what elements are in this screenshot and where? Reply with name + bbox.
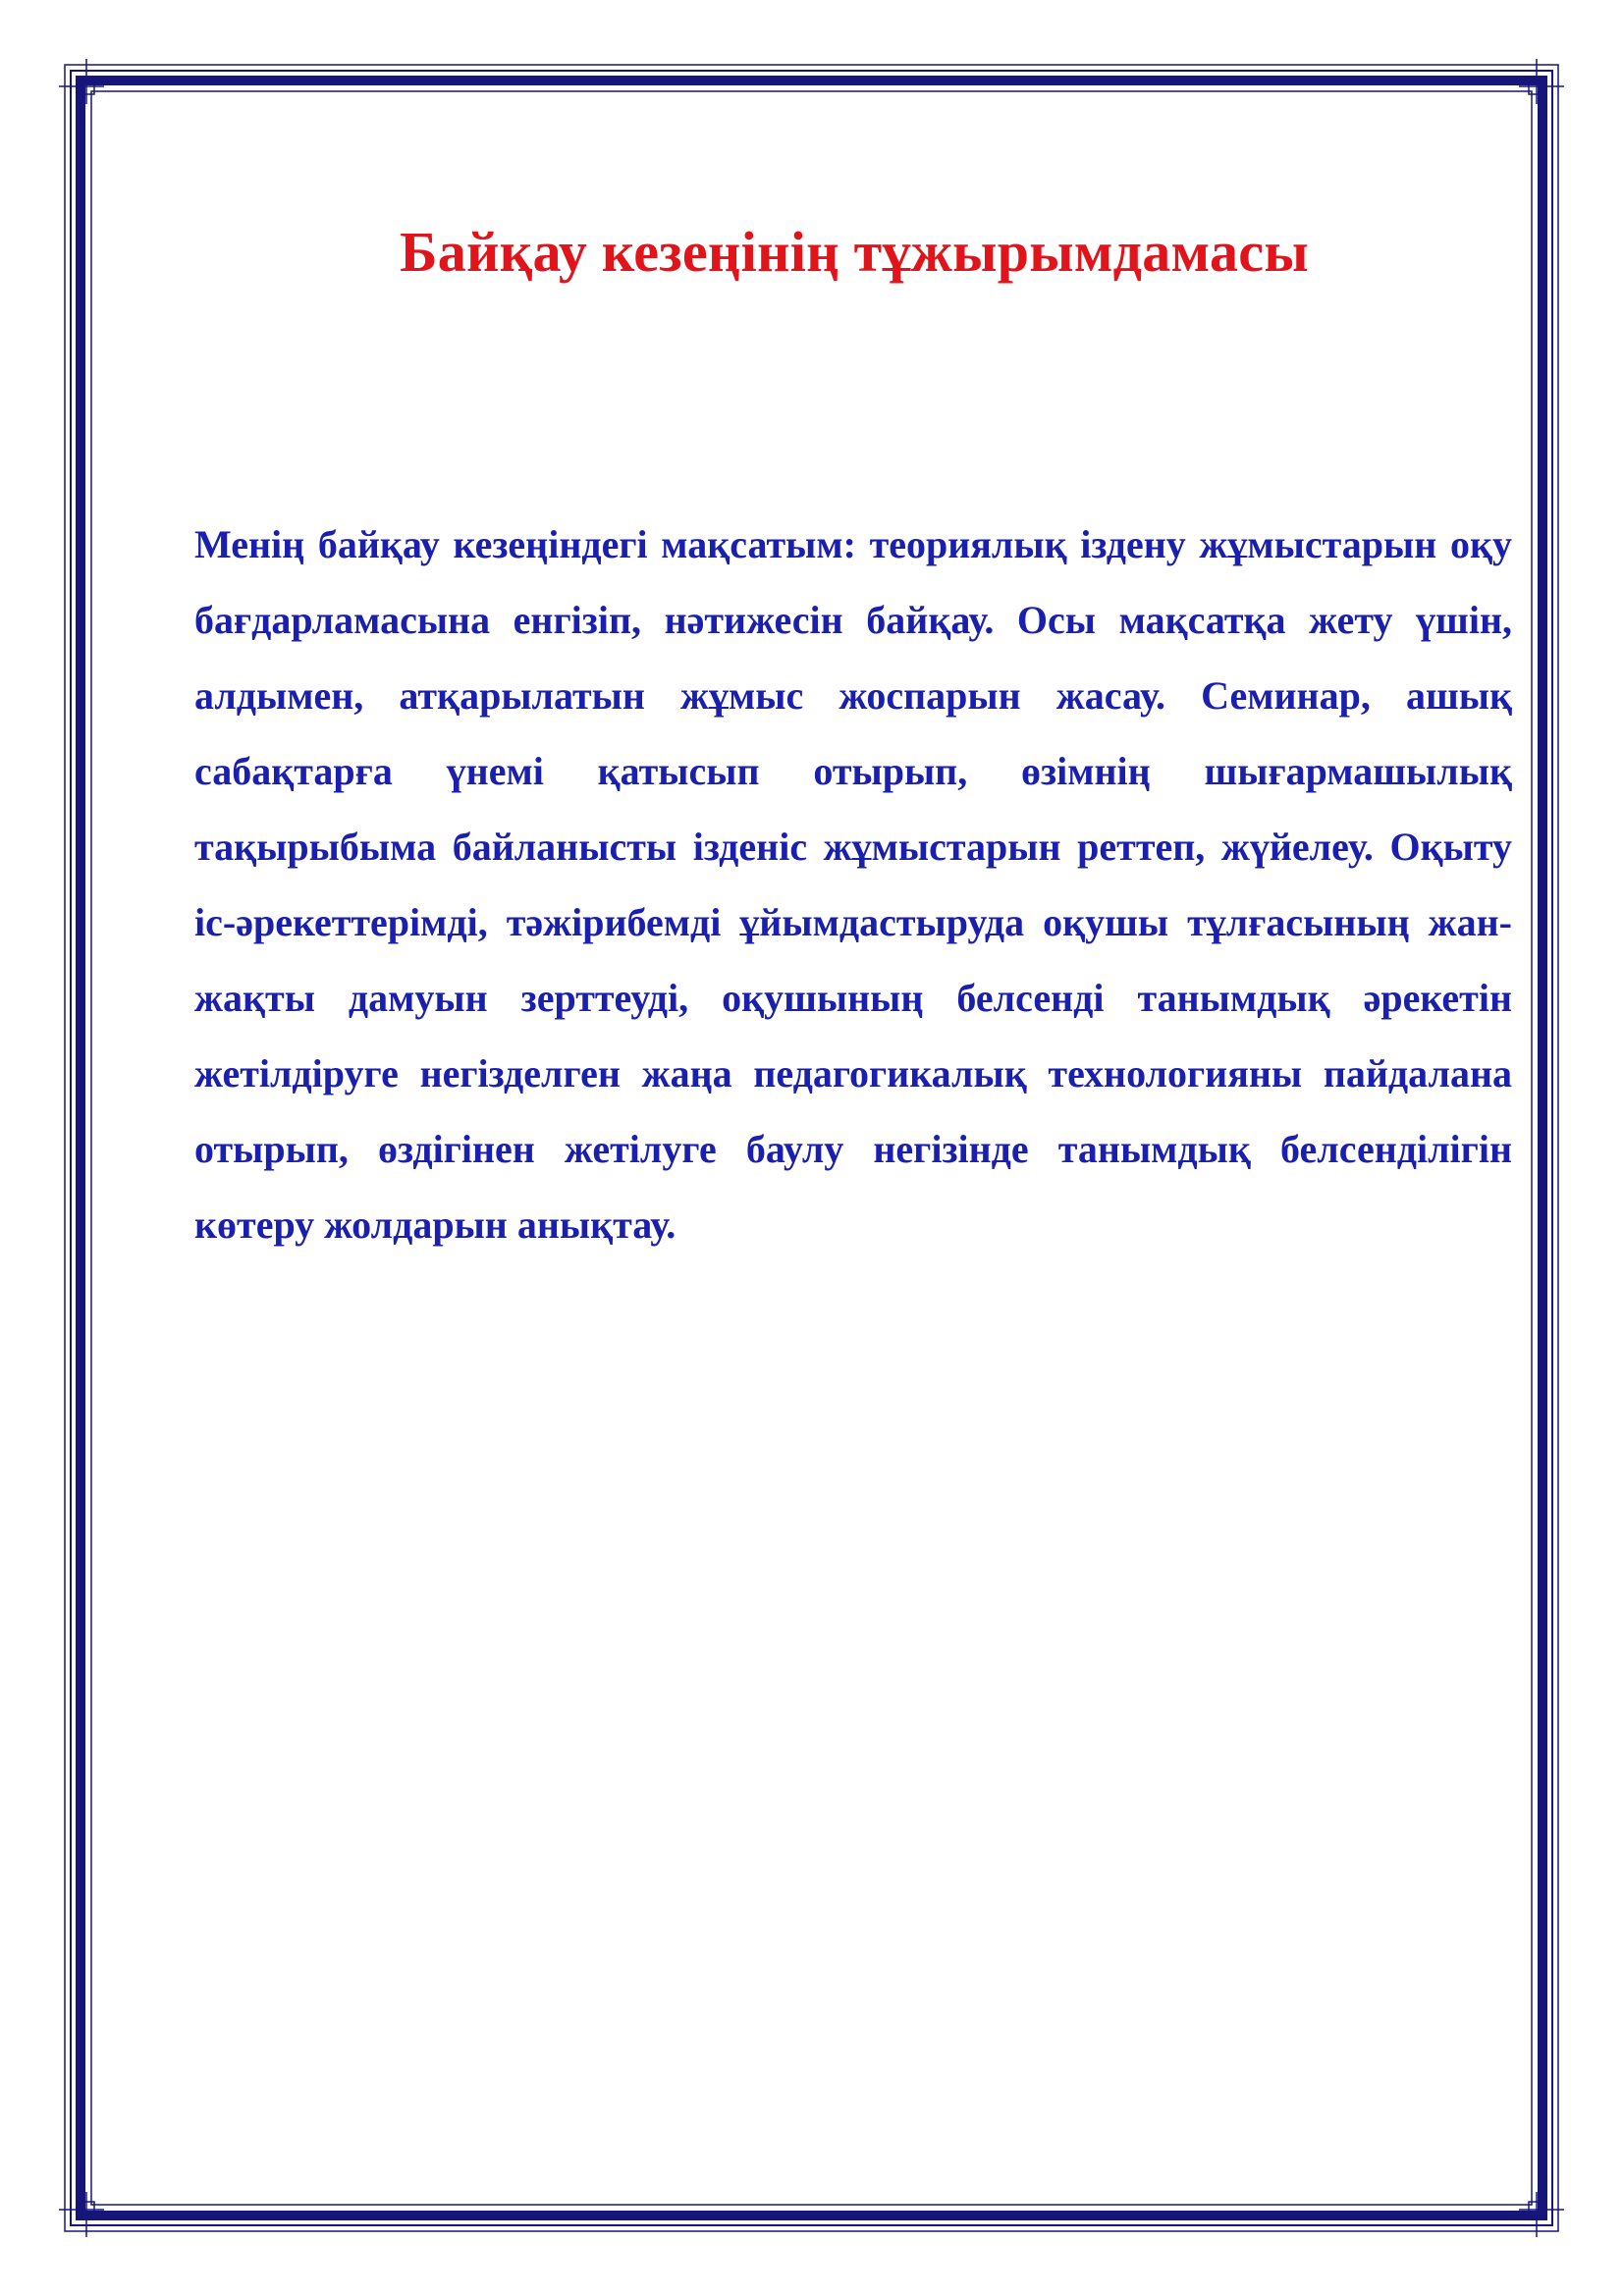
body-paragraph: Менің байқау кезеңіндегі мақсатым: теориялық іздену жұмыстарын оқу бағдарламасына енгізіп, нәтижесін байқау. Осы мақсатқа жету үшін, алдымен, атқарылатын жұмыс жоспарын жасау. Семинар, ашық сабақтарға үнемі қатысып отырып, өзімнің шығармашылық тақырыбыма байланысты ізденіс жұмыстарын реттеп, жүйелеу. Оқыту іс-әрекеттерімді, тәжірибемді ұйымдастыруда оқушы тұлғасының жан-жақты дамуын зерттеуді, оқушының белсенді танымдық әрекетін жетілдіруге негізделген жаңа педагогикалық технологияны пайдалана отырып, өздігінен жетілуге баулу негізінде танымдық белсенділігін көтеру жолдарын анықтау. [194,522,1512,1247]
page-title: Байқау кезеңінің тұжырымдамасы [400,220,1309,284]
